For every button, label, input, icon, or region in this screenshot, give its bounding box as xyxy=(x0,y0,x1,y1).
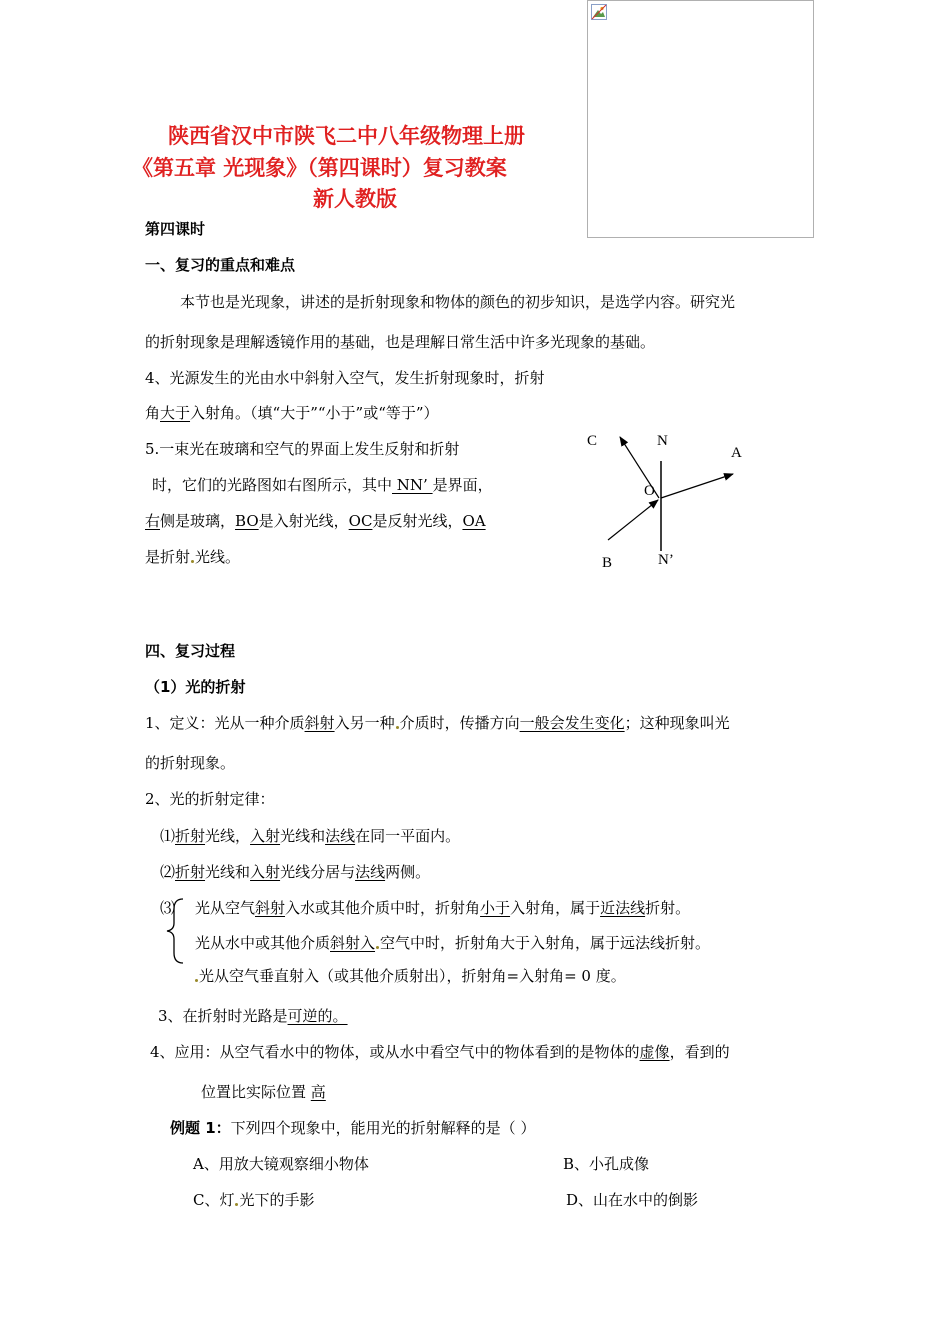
answer-blank: 法线 xyxy=(325,827,356,845)
doc-title-line1: 陕西省汉中市陕飞二中八年级物理上册 xyxy=(168,124,525,148)
answer-blank: 大于 xyxy=(160,404,191,422)
answer-blank: 斜射 xyxy=(304,714,335,732)
incident-ray-bo xyxy=(608,500,658,540)
question5-line1: 5.一束光在玻璃和空气的界面上发生反射和折射 xyxy=(145,440,460,458)
answer-blank: 入射 xyxy=(250,863,281,881)
answer-blank: NN’ xyxy=(392,476,433,494)
option-a: A、用放大镜观察细小物体 xyxy=(193,1155,369,1173)
law-item-1: ⑴折射光线，入射光线和法线在同一平面内。 xyxy=(160,827,461,845)
refraction-subheading: （1）光的折射 xyxy=(145,678,246,696)
answer-blank: 高 xyxy=(310,1083,326,1101)
option-c: C、灯 光下的手影 xyxy=(193,1191,315,1209)
doc-title-line3: 新人教版 xyxy=(313,187,397,211)
question4-line2: 角大于入射角。（填“大于”“小于”或“等于”） xyxy=(145,404,439,422)
law-item-3a: 光从空气斜射入水或其他介质中时，折射角小于入射角，属于近法线折射。 xyxy=(195,899,691,917)
application-line2: 位置比实际位置 高 xyxy=(201,1083,326,1101)
diagram-label-c: C xyxy=(587,433,598,449)
question5-line3: 右侧是玻璃，BO是入射光线，OC是反射光线，OA xyxy=(145,512,486,530)
lesson-label: 第四课时 xyxy=(145,220,206,238)
image-placeholder xyxy=(587,0,814,238)
answer-blank: 可逆的。 xyxy=(287,1007,348,1025)
diagram-label-a: A xyxy=(731,445,742,461)
section1-para-line1: 本节也是光现象，讲述的是折射现象和物体的颜色的初步知识，是选学内容。研究光 xyxy=(180,293,736,311)
diagram-label-n-prime: N’ xyxy=(658,552,674,568)
answer-blank: 右 xyxy=(145,512,161,530)
application-line1: 4、应用：从空气看水中的物体，或从水中看空气中的物体看到的是物体的虚像，看到的 xyxy=(150,1043,730,1061)
example1-question: 例题 1：下列四个现象中，能用光的折射解释的是（ ） xyxy=(170,1119,536,1137)
example1-label: 例题 1： xyxy=(170,1119,231,1137)
section4-heading: 四、复习过程 xyxy=(145,642,236,660)
answer-blank: 入射 xyxy=(250,827,281,845)
question5-line4: 是折射 光线。 xyxy=(145,548,241,566)
doc-title-line2: 《第五章 光现象》（第四课时）复习教案 xyxy=(132,156,507,180)
answer-blank: BO xyxy=(235,512,259,530)
answer-blank: 折射 xyxy=(175,827,206,845)
law-item-2: ⑵折射光线和入射光线分居与法线两侧。 xyxy=(160,863,431,881)
law-item-3b: 光从水中或其他介质斜射入 空气中时，折射角大于入射角，属于远法线折射。 xyxy=(195,934,711,952)
answer-blank: OC xyxy=(348,512,373,530)
refracted-ray-oa xyxy=(661,474,733,498)
curly-brace xyxy=(163,897,187,965)
answer-blank: OA xyxy=(462,512,486,530)
law-item-3c: 光从空气垂直射入（或其他介质射出），折射角=入射角= 0 度。 xyxy=(194,969,626,984)
answer-blank: 法线 xyxy=(355,863,386,881)
refraction-law-heading: 2、光的折射定律： xyxy=(145,790,275,808)
option-b: B、小孔成像 xyxy=(563,1155,650,1173)
definition-line2: 的折射现象。 xyxy=(145,754,236,772)
diagram-label-b: B xyxy=(602,555,613,571)
broken-image-icon xyxy=(591,4,607,20)
answer-blank: 折射 xyxy=(175,863,206,881)
section1-heading: 一、复习的重点和难点 xyxy=(145,256,296,274)
answer-blank: 虚像 xyxy=(639,1043,670,1061)
diagram-label-o: O xyxy=(644,483,655,499)
answer-blank: 斜射入 xyxy=(330,934,376,952)
answer-blank: 小于 xyxy=(480,899,511,917)
reversibility-line: 3、在折射时光路是可逆的。 xyxy=(158,1007,348,1025)
option-d: D、山在水中的倒影 xyxy=(566,1191,699,1209)
answer-blank: 近法线 xyxy=(600,899,646,917)
answer-blank: 斜射 xyxy=(255,899,286,917)
law-item-3-number: ⑶ xyxy=(160,899,176,917)
definition-line1: 1、定义：光从一种介质斜射入另一种 介质时，传播方向一般会发生变化；这种现象叫光 xyxy=(145,714,730,732)
question4-line1: 4、光源发生的光由水中斜射入空气，发生折射现象时，折射 xyxy=(145,369,545,387)
diagram-label-n: N xyxy=(657,433,668,449)
section1-para-line2: 的折射现象是理解透镜作用的基础，也是理解日常生活中许多光现象的基础。 xyxy=(145,333,656,351)
question5-line2: 时，它们的光路图如右图所示，其中 NN’ 是界面， xyxy=(152,476,493,494)
answer-blank: 一般会发生变化 xyxy=(519,714,625,732)
